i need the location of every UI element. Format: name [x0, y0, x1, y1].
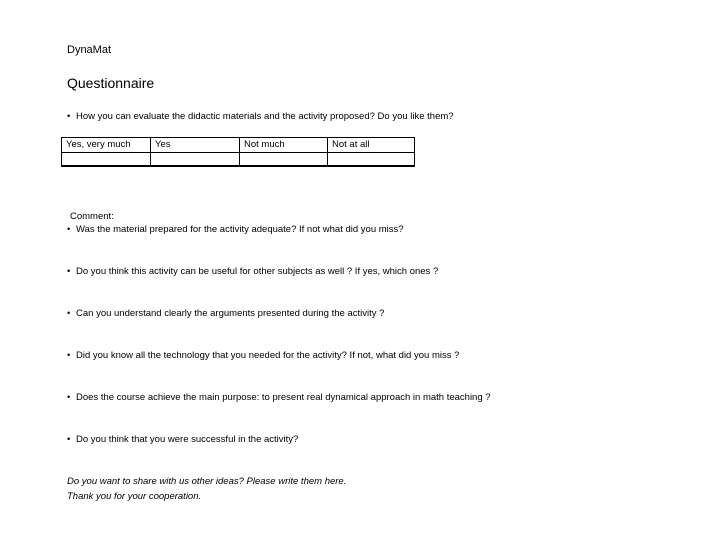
comment-label: Comment: [70, 211, 114, 222]
bullet: • [67, 111, 71, 122]
closing-prompt: Do you want to share with us other ideas? Please write them here. [67, 476, 347, 487]
option-yes-very-much[interactable]: Yes, very much [62, 138, 151, 153]
bullet: • [67, 308, 71, 319]
answer-cell-not-much[interactable] [240, 153, 328, 167]
answer-cell-yes[interactable] [151, 153, 240, 167]
bullet: • [67, 434, 71, 445]
bullet: • [67, 224, 71, 235]
rating-options-row [62, 138, 415, 153]
question-item [67, 392, 491, 403]
question-text: Was the material prepared for the activity adequate? If not what did you miss? [76, 224, 404, 235]
question-text: Does the course achieve the main purpose: to present real dynamical approach in math teaching ? [76, 392, 491, 403]
option-not-at-all[interactable]: Not at all [328, 138, 415, 153]
question-item [67, 350, 459, 361]
page-title: Questionnaire [67, 75, 155, 91]
option-not-much[interactable]: Not much [240, 138, 328, 153]
question-item [67, 224, 404, 235]
question-text: Can you understand clearly the arguments presented during the activity ? [76, 308, 385, 319]
question-item [67, 266, 438, 277]
option-yes[interactable]: Yes [151, 138, 240, 153]
question-item [67, 308, 384, 319]
rating-answer-row [62, 153, 415, 167]
question-text: Did you know all the technology that you needed for the activity? If not, what did you miss ? [76, 350, 460, 361]
answer-cell-not-at-all[interactable] [328, 153, 415, 167]
bullet: • [67, 392, 71, 403]
answer-cell-yes-very-much[interactable] [62, 153, 151, 167]
evaluation-question-text: How you can evaluate the didactic materials and the activity proposed? Do you like them? [76, 111, 454, 122]
question-text: Do you think this activity can be useful for other subjects as well ? If yes, which ones ? [76, 266, 439, 277]
bullet: • [67, 266, 71, 277]
question-item [67, 434, 298, 445]
thank-you-note: Thank you for your cooperation. [67, 491, 202, 502]
question-text: Do you think that you were successful in the activity? [76, 434, 299, 445]
evaluation-question [67, 111, 454, 122]
brand-name: DynaMat [67, 44, 112, 56]
bullet: • [67, 350, 71, 361]
rating-table [61, 137, 415, 167]
